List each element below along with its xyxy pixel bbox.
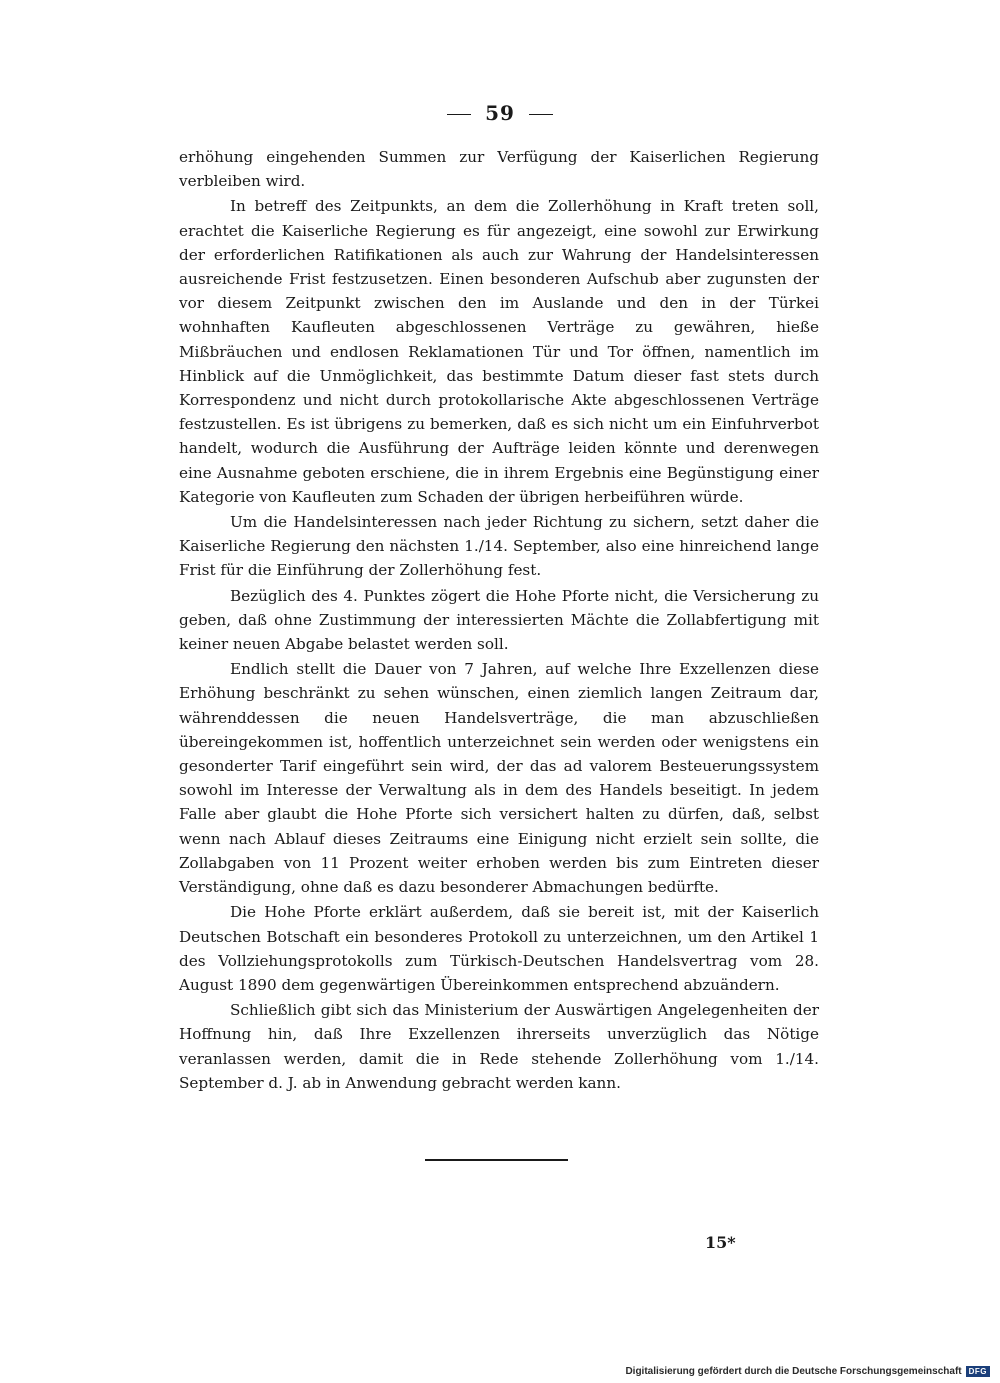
page-number <box>0 101 1000 125</box>
paragraph-1: erhöhung eingehenden Summen zur Verfügung der Kaiserlichen Regierung verbleiben wird. <box>179 148 819 191</box>
page-number-value: 59 <box>485 101 515 125</box>
footer-text: Digitalisierung gefördert durch die Deutsche Forschungsgemeinschaft <box>625 1366 962 1377</box>
footer <box>625 1366 990 1377</box>
paragraph-7: Schließlich gibt sich das Ministerium der Auswärtigen Angelegenheiten der Hoffnung hin, daß Ihre Exzellenzen ihrerseits unverzüglich das Nötige veranlassen werden, damit die in Rede stehende Zollerhöhung vom 1./14. September d. J. ab in Anwendung gebracht werden kann. <box>179 1001 819 1092</box>
document-body <box>179 145 819 1095</box>
page-number-dash-right <box>529 114 553 115</box>
dfg-logo: DFG <box>966 1366 990 1377</box>
signature-mark: 15* <box>705 1233 736 1252</box>
paragraph-5: Endlich stellt die Dauer von 7 Jahren, auf welche Ihre Exzellenzen diese Erhöhung beschränkt zu sehen wünschen, einen ziemlich langen Zeitraum dar, währenddessen die neuen Handelsverträge, die man abzuschließen übereingekommen ist, hoffentlich unterzeichnet sein werden oder wenigstens ein gesonderter Tarif eingeführt sein wird, der das ad valorem Besteuerungssystem sowohl im Interesse der Verwaltung als in dem des Handels beseitigt. In jedem Falle aber glaubt die Hohe Pforte sich versichert halten zu dürfen, daß, selbst wenn nach Ablauf dieses Zeitraums eine Einigung nicht erzielt sein sollte, die Zollabgaben von 11 Prozent weiter erhoben werden bis zum Eintreten dieser Verständigung, ohne daß es dazu besonderer Abmachungen bedürfte. <box>179 660 819 897</box>
paragraph-6: Die Hohe Pforte erklärt außerdem, daß sie bereit ist, mit der Kaiserlich Deutschen Botschaft ein besonderes Protokoll zu unterzeichnen, um den Artikel 1 des Vollziehungsprotokolls zum Türkisch-Deutschen Handelsvertrag vom 28. August 1890 dem gegenwärtigen Übereinkommen entsprechend abzuändern. <box>179 903 819 994</box>
end-rule <box>425 1159 568 1161</box>
paragraph-4: Bezüglich des 4. Punktes zögert die Hohe Pforte nicht, die Versicherung zu geben, daß ohne Zustimmung der interessierten Mächte die Zollabfertigung mit keiner neuen Abgabe belastet werden soll. <box>179 586 819 654</box>
paragraph-3: Um die Handelsinteressen nach jeder Richtung zu sichern, setzt daher die Kaiserliche Regierung den nächsten 1./14. September, also eine hinreichend lange Frist für die Einführung der Zollerhöhung fest. <box>179 513 819 580</box>
page-number-dash-left <box>447 114 471 115</box>
paragraph-2: In betreff des Zeitpunkts, an dem die Zollerhöhung in Kraft treten soll, erachtet die Kaiserliche Regierung es für angezeigt, eine sowohl zur Erwirkung der erforderlichen Ratifikationen als auch zur Wahrung der Handelsinteressen ausreichende Frist festzusetzen. Einen besonderen Aufschub aber zugunsten der vor diesem Zeitpunkt zwischen den im Auslande und den in der Türkei wohnhaften Kaufleuten abgeschlossenen Verträge zu gewähren, hieße Mißbräuchen und endlosen Reklamationen Tür und Tor öffnen, namentlich im Hinblick auf die Unmöglichkeit, das bestimmte Datum dieser fast stets durch Korrespondenz und nicht durch protokollarische Akte abgeschlossenen Verträge festzustellen. Es ist übrigens zu bemerken, daß es sich nicht um ein Einfuhrverbot handelt, wodurch die Ausführung der Aufträge leiden könnte und derenwegen eine Ausnahme geboten erschiene, die in ihrem Ergebnis eine Begünstigung einer Kategorie von Kaufleuten zum Schaden der übrigen herbeiführen würde. <box>179 197 819 506</box>
